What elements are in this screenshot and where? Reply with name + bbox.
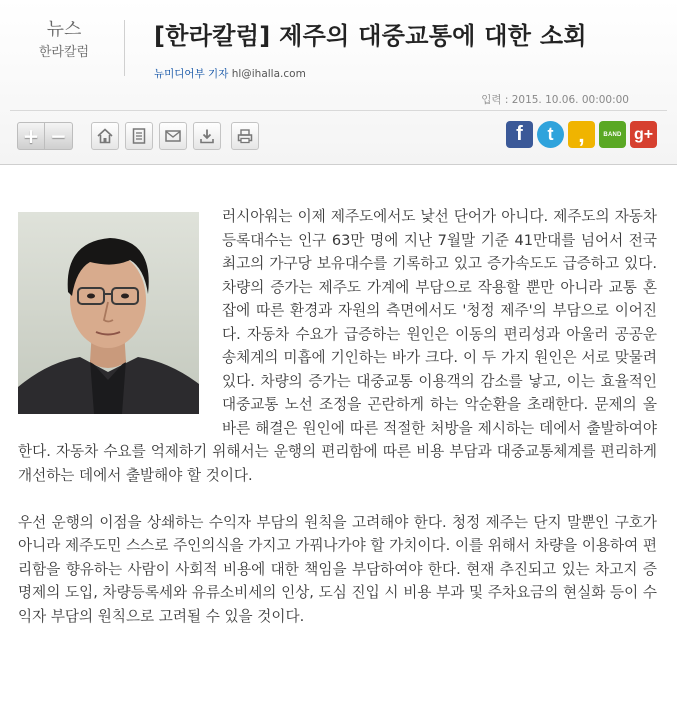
article-paragraph-1: 러시아워는 이제 제주도에서도 낯선 단어가 아니다. 제주도의 자동차 등록대수는 인구 63만 명에 지난 7월말 기준 41만대를 넘어서 전국 최고의 가구당 보유대수를 기록하고 있고 증가속도도 급증하고 있다. 차량의 증가는 제주도 가계에 부담으로 작용할 뿐만 아니라 교통 혼잡에 따른 환경과 자원의 측면에서도 '청정 제주'의 부담으로 이어진다. 자동차 수요가 급증하는 원인은 이동의 편리성과 아울러 공공운송체계의 미흡에 기인하는 바가 크다. 이 두 가지 원인은 서로 맞물려 있다. 차량의 증가는 대중교통 이용객의 감소를 낳고, 이는 효율적인 대중교통 노선 조정을 곤란하게 하는 악순환을 초래한다. 문제의 올바른 해결은 원인에 따른 적절한 처방을 제시하는 데에서 출발하여야 한다. 자동차 수요를 억제하기 위해서는 운행의 편리함에 따른 비용 부담과 대중교통체계를 편리하게 개선하는 데에서 출발해야 할 것이다. bbox=[18, 208, 657, 484]
google-plus-share-button[interactable] bbox=[630, 121, 657, 148]
minus-icon: − bbox=[50, 124, 67, 148]
kakao-icon: ‚ bbox=[578, 120, 585, 148]
band-icon: BAND bbox=[603, 131, 622, 138]
header-divider bbox=[124, 20, 125, 76]
band-share-button[interactable] bbox=[599, 121, 626, 148]
home-button[interactable] bbox=[91, 122, 119, 150]
article-title: [한라칼럼] 제주의 대중교통에 대한 소회 bbox=[154, 22, 587, 50]
email-button[interactable] bbox=[159, 122, 187, 150]
home-icon bbox=[96, 127, 114, 145]
section-label bbox=[22, 18, 106, 63]
byline-email[interactable]: hl@ihalla.com bbox=[231, 68, 306, 80]
publish-date: 입력 : 2015. 10.06. 00:00:00 bbox=[481, 94, 629, 106]
twitter-share-button[interactable] bbox=[537, 121, 564, 148]
article-body bbox=[18, 205, 657, 628]
byline bbox=[154, 66, 306, 81]
download-button[interactable] bbox=[193, 122, 221, 150]
facebook-icon: f bbox=[516, 123, 523, 145]
subsection-name[interactable]: 한라칼럼 bbox=[38, 45, 90, 60]
print-button[interactable] bbox=[231, 122, 259, 150]
byline-author: 뉴미디어부 기자 bbox=[154, 68, 229, 80]
plus-icon: + bbox=[22, 124, 40, 148]
article-list-button[interactable] bbox=[125, 122, 153, 150]
facebook-share-button[interactable] bbox=[506, 121, 533, 148]
download-icon bbox=[198, 127, 216, 145]
kakao-share-button[interactable] bbox=[568, 121, 595, 148]
toolbar-divider bbox=[10, 110, 667, 111]
print-icon bbox=[236, 127, 254, 145]
font-increase-button[interactable] bbox=[17, 122, 45, 150]
document-icon bbox=[130, 127, 148, 145]
article-paragraph-2: 우선 운행의 이점을 상쇄하는 수익자 부담의 원칙을 고려해야 한다. 청정 제주는 단지 말뿐인 구호가 아니라 제주도민 스스로 주인의식을 가지고 가꿔나가야 할 가치이다. 이를 위해서 차량을 이용하여 편리함을 향유하는 사람이 사회적 비용에 대한 책임을 부담하여야 한다. 현재 추진되고 있는 차고지 증명제의 도입, 차량등록세와 유류소비세의 인상, 도심 진입 시 비용 부과 및 주차요금의 현실화 등이 수익자 부담의 원칙으로 고려될 수 있을 것이다. bbox=[18, 513, 657, 625]
section-name[interactable]: 뉴스 bbox=[46, 19, 82, 40]
twitter-icon: t bbox=[547, 124, 554, 144]
font-decrease-button[interactable] bbox=[45, 122, 73, 150]
mail-icon bbox=[164, 127, 182, 145]
photo-spacer bbox=[18, 205, 222, 432]
article-header bbox=[0, 0, 677, 165]
google-plus-icon: g+ bbox=[633, 125, 654, 143]
